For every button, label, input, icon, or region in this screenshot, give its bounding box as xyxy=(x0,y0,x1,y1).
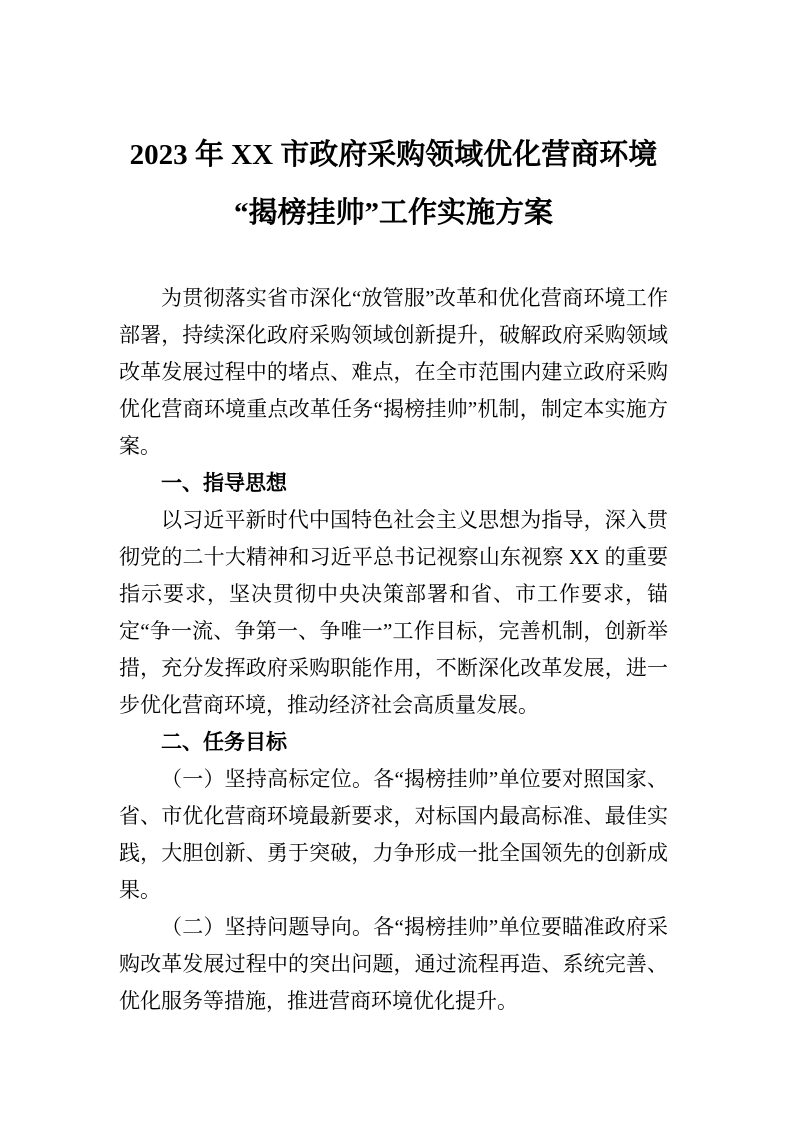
title-line-2: “揭榜挂帅”工作实施方案 xyxy=(233,197,553,229)
task-item-2 xyxy=(119,909,668,1020)
task-item-1 xyxy=(119,761,668,909)
document-title xyxy=(119,126,668,242)
task-item-1-text: 各“揭榜挂帅”单位要对照国家、省、市优化营商环境最新要求，对标国内最高标准、最佳实践，大胆创新、勇于突破，力争形成一批全国领先的创新成果。 xyxy=(119,767,669,902)
section-2-heading: 二、任务目标 xyxy=(161,731,287,754)
section-1-heading: 一、指导思想 xyxy=(161,472,287,495)
section-1-paragraph: 以习近平新时代中国特色社会主义思想为指导，深入贯彻党的二十大精神和习近平总书记视察山东视察 XX 的重要指示要求，坚决贯彻中央决策部署和省、市工作要求，锚定“争一流、争第一、争唯一”工作目标，完善机制，创新举措，充分发挥政府采购职能作用，不断深化改革发展，进一步优化营商环境，推动经济社会高质量发展。 xyxy=(119,508,668,717)
intro-paragraph: 为贯彻落实省市深化“放管服”改革和优化营商环境工作部署，持续深化政府采购领域创新提升，破解政府采购领域改革发展过程中的堵点、难点，在全市范围内建立政府采购优化营商环境重点改革任务“揭榜挂帅”机制，制定本实施方案。 xyxy=(119,286,668,458)
task-item-1-lead: （一）坚持高标定位。 xyxy=(161,767,374,791)
task-item-2-lead: （二）坚持问题导向。 xyxy=(161,915,374,939)
task-item-2-text: 各“揭榜挂帅”单位要瞄准政府采购改革发展过程中的突出问题，通过流程再造、系统完善、优化服务等措施，推进营商环境优化提升。 xyxy=(119,915,669,1013)
title-line-1: 2023 年 XX 市政府采购领域优化营商环境 xyxy=(129,139,658,171)
